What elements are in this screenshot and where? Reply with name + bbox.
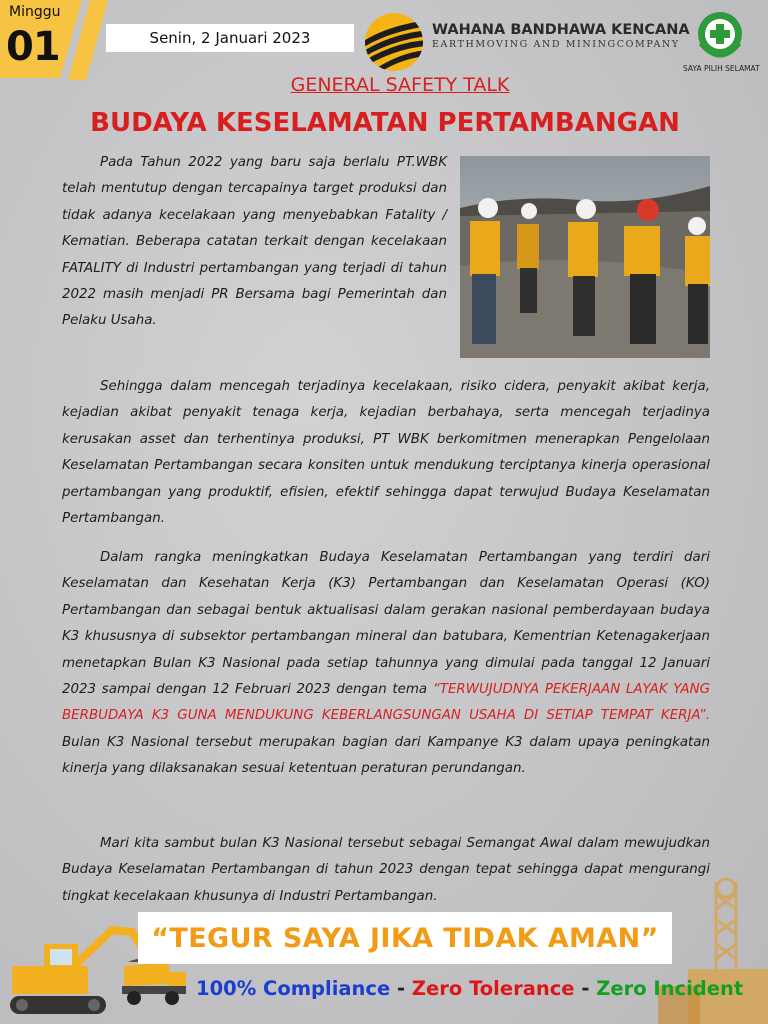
compliance-line	[196, 977, 743, 1000]
mining-tower-icon	[658, 874, 768, 1024]
slogan-text: “TEGUR SAYA JIKA TIDAK AMAN”	[151, 922, 659, 954]
safety-logo-caption: SAYA PILIH SELAMAT	[683, 64, 760, 73]
kicker-title: GENERAL SAFETY TALK	[290, 74, 510, 96]
week-badge	[0, 0, 96, 74]
date-text: Senin, 2 Januari 2023	[149, 29, 311, 47]
paragraph-3-text: Dalam rangka meningkatkan Budaya Keselamatan Pertambangan yang terdiri dari Keselamatan dan Kesehatan Kerja (K3) Pertambangan dan Keselamatan Operasi (KO) Pertambangan dan sebagai bentuk aktualisasi dalam gerakan nasional pemberdayaan budaya K3 khususnya di subsektor pertambangan mineral dan batubara, Kementrian Ketenagakerjaan menetapkan Bulan K3 Nasional pada setiap tahunnya yang dimulai pada tanggal 12 Januari 2023 sampai dengan 12 Februari 2023 dengan tema	[62, 550, 710, 698]
company-subtitle: EARTHMOVING AND MININGCOMPANY	[432, 39, 680, 50]
k3-theme-quote: “TERWUJUDNYA PEKERJAAN LAYAK YANG BERBUDAYA K3 GUNA MENDUKUNG KEBERLANGSUNGAN USAHA DI SETIAP TEMPAT KERJA”.	[62, 682, 710, 724]
paragraph-4-text: Mari kita sambut bulan K3 Nasional tersebut sebagai Semangat Awal dalam mewujudkan Budaya Keselamatan Pertambangan di tahun 2023 dengan tepat sehingga dapat mengurangi tingkat kecelakaan khusunya di Industri Pertambangan.	[62, 836, 710, 904]
main-title: BUDAYA KESELAMATAN PERTAMBANGAN	[90, 108, 680, 138]
company-name: WAHANA BANDHAWA KENCANA	[432, 22, 690, 38]
week-number: 01	[6, 24, 60, 70]
company-logo-icon	[364, 12, 424, 72]
zero-tolerance-text: Zero Tolerance	[411, 977, 575, 1000]
paragraph-3	[62, 545, 710, 783]
paragraph-4	[62, 831, 710, 910]
compliance-text: 100% Compliance	[196, 977, 391, 1000]
week-label: Minggu	[9, 4, 61, 20]
paragraph-1	[62, 150, 447, 335]
separator-2: -	[581, 977, 590, 1000]
paragraph-2	[62, 374, 710, 532]
paragraph-2-text: Sehingga dalam mencegah terjadinya kecelakaan, risiko cidera, penyakit akibat kerja, kejadian akibat penyakit tenaga kerja, kejadian berbahaya, serta mencegah terjadinya kerusakan asset dan terhentinya produksi, PT WBK berkomitmen menerapkan Pengelolaan Keselamatan Pertambangan secara konsiten untuk mendukung terciptanya kinerja operasional pertambangan yang produktif, efisien, efektif sehingga dapat terwujud Budaya Keselamatan Pertambangan.	[62, 379, 710, 527]
slogan-band	[138, 912, 672, 964]
mine-site-photo	[460, 156, 710, 358]
separator-1: -	[397, 977, 406, 1000]
paragraph-3-tail: Bulan K3 Nasional tersebut merupakan bagian dari Kampanye K3 dalam upaya peningkatan kinerja yang dilaksanakan sesuai ketentuan peraturan perundangan.	[62, 734, 710, 777]
zero-incident-text: Zero Incident	[596, 977, 744, 1000]
safety-shield-icon	[696, 10, 744, 64]
paragraph-1-text: Pada Tahun 2022 yang baru saja berlalu PT.WBK telah mentutup dengan tercapainya target produksi dan tidak adanya kecelakaan yang menyebabkan Fatality / Kematian. Beberapa catatan terkait dengan kecelakaan FATALITY di Industri pertambangan yang terjadi di tahun 2022 masih menjadi PR Bersama bagi Pemerintah dan Pelaku Usaha.	[62, 155, 447, 329]
dump-truck-icon	[118, 958, 190, 1006]
date-box	[106, 24, 354, 52]
